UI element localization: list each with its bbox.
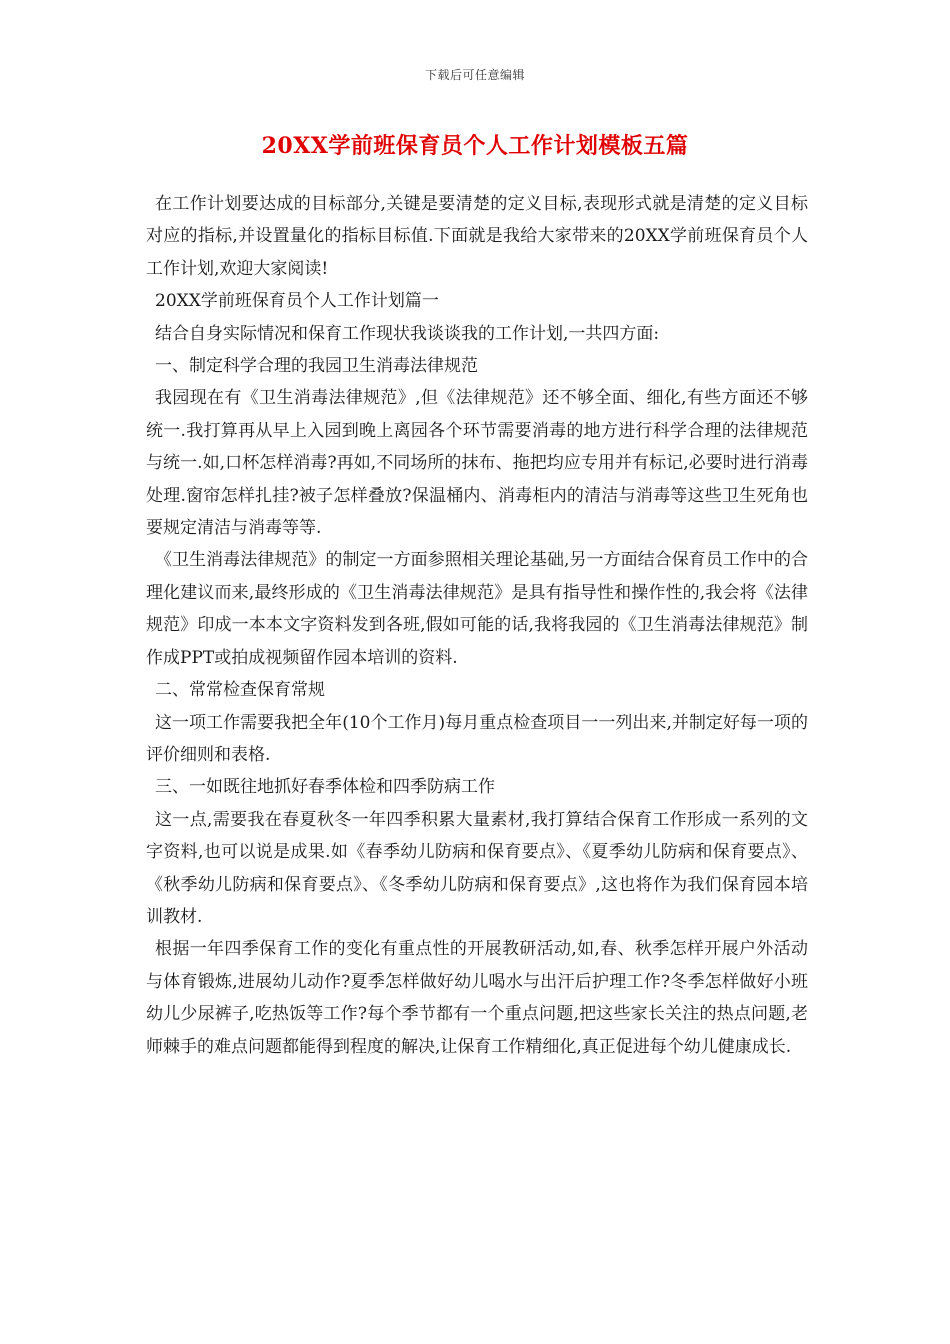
- paragraph-disinfection-rules: 我园现在有《卫生消毒法律规范》,但《法律规范》还不够全面、细化,有些方面还不够统一.我打算再从早上入园到晚上离园各个环节需要消毒的地方进行科学合理的法律规范与统一.如,口杯怎样消毒?再如,不同场所的抹布、拖把均应专用并有标记,必要时进行消毒处理.窗帘怎样扎挂?被子怎样叠放?保温桶内、消毒柜内的清洁与消毒等这些卫生死角也要规定清洁与消毒等等.: [146, 388, 808, 539]
- header-note: 下载后可任意编辑: [424, 68, 525, 82]
- document-body: [146, 188, 808, 1063]
- subheading-two: 二、常常检查保育常规: [155, 680, 325, 701]
- document-title: 20XX学前班保育员个人工作计划模板五篇: [261, 133, 689, 159]
- paragraph-intro: 在工作计划要达成的目标部分,关键是要清楚的定义目标,表现形式就是清楚的定义目标对应的指标,并设置量化的指标目标值.下面就是我给大家带来的20XX学前班保育员个人工作计划,欢迎大家阅读!: [146, 194, 808, 279]
- paragraph-routine-check: 这一项工作需要我把全年(10个工作月)每月重点检查项目一一列出来,并制定好每一项的评价细则和表格.: [146, 712, 808, 765]
- subheading-three: 三、一如既往地抓好春季体检和四季防病工作: [155, 777, 495, 798]
- paragraph-seasonal-materials: 这一点,需要我在春夏秋冬一年四季积累大量素材,我打算结合保育工作形成一系列的文字资料,也可以说是成果.如《春季幼儿防病和保育要点》、《夏季幼儿防病和保育要点》、《秋季幼儿防病和保育要点》、《冬季幼儿防病和保育要点》,这也将作为我们保育园本培训教材.: [146, 809, 808, 927]
- paragraph-overview: 结合自身实际情况和保育工作现状我谈谈我的工作计划,一共四方面:: [155, 323, 660, 344]
- section-heading-part-one: 20XX学前班保育员个人工作计划篇一: [155, 291, 439, 312]
- paragraph-rules-formation: 《卫生消毒法律规范》的制定一方面参照相关理论基础,另一方面结合保育员工作中的合理化建议而来,最终形成的《卫生消毒法律规范》是具有指导性和操作性的,我会将《法律规范》印成一本本文字资料发到各班,假如可能的话,我将我园的《卫生消毒法律规范》制作成PPT或拍成视频留作园本培训的资料.: [146, 550, 808, 668]
- subheading-one: 一、制定科学合理的我园卫生消毒法律规范: [155, 356, 478, 377]
- paragraph-seasonal-research: 根据一年四季保育工作的变化有重点性的开展教研活动,如,春、秋季怎样开展户外活动与体育锻炼,进展幼儿动作?夏季怎样做好幼儿喝水与出汗后护理工作?冬季怎样做好小班幼儿少尿裤子,吃热饭等工作?每个季节都有一个重点问题,把这些家长关注的热点问题,老师棘手的难点问题都能得到程度的解决,让保育工作精细化,真正促进每个幼儿健康成长.: [146, 939, 808, 1057]
